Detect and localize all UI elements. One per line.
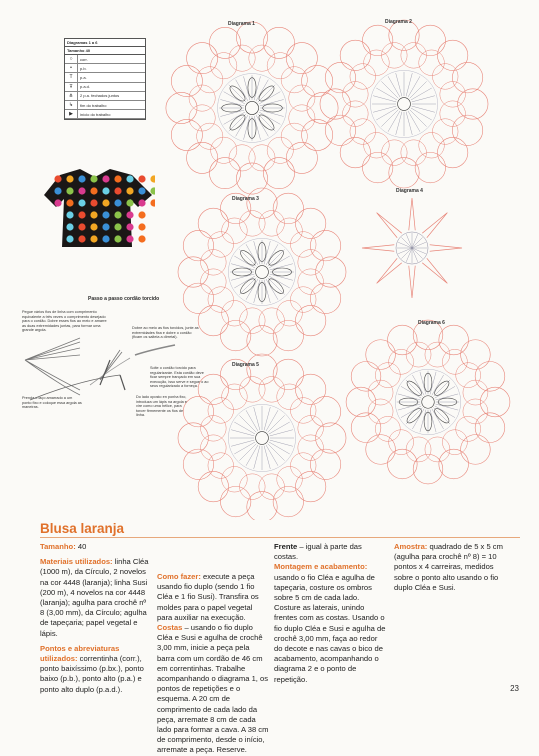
crochet-motif bbox=[90, 187, 97, 194]
diagram-1 bbox=[166, 22, 338, 194]
legend-row bbox=[65, 73, 145, 82]
legend-text: p.a.d. bbox=[80, 84, 91, 90]
back-text: – usando o fio duplo Cléa e Susi e agulha de crochê 3,00 mm, inicie a peça pela barra com um cordão de 46 cm em correntinhas. Trabalhe acompanhando o diagrama 1, os pontos de repetições e o esquema. A 20 cm de comprimento de cada lado da peça, arremate 8 cm de cada lado para formar a cava. A 38 cm de comprimento, desde o início, arremate a peça. Reserve. bbox=[157, 623, 269, 755]
crochet-motif bbox=[78, 211, 85, 218]
blouse-image bbox=[40, 165, 155, 255]
legend-text: 2 p.a. fechados juntos bbox=[80, 93, 120, 99]
crochet-motif bbox=[78, 223, 85, 230]
cord-note-1: Pegue vários fios de linha com comprimento equivalente a três vezes o comprimento desejado para o cordão. Dobre esses fios ao meio e amarre as duas extremidades juntas, para formar uma grande argola. bbox=[22, 310, 107, 333]
crochet-motif bbox=[90, 235, 97, 242]
crochet-motif bbox=[114, 211, 121, 218]
crochet-motif bbox=[114, 199, 121, 206]
diagram-4-label: Diagrama 4 bbox=[396, 188, 423, 194]
stitch-symbol-icon: Ŧ bbox=[65, 83, 78, 91]
crochet-motif bbox=[78, 175, 85, 182]
crochet-motif bbox=[150, 175, 155, 182]
crochet-motif bbox=[66, 187, 73, 194]
crochet-motif bbox=[102, 223, 109, 230]
crochet-motif bbox=[90, 199, 97, 206]
crochet-motif bbox=[138, 175, 145, 182]
crochet-motif bbox=[54, 187, 61, 194]
crochet-motif bbox=[138, 211, 145, 218]
diagram-3-label: Diagrama 3 bbox=[232, 196, 259, 202]
stitch-symbol-icon: ▶ bbox=[65, 110, 78, 118]
how-text: execute a peça usando fio duplo (sendo 1 fio Cléa e 1 fio Susi). Transfira os moldes para o papel vegetal para auxiliar na execução. bbox=[157, 572, 259, 622]
stitch-symbol-icon: ↳ bbox=[65, 101, 78, 109]
crochet-motif bbox=[138, 235, 145, 242]
crochet-motif bbox=[78, 235, 85, 242]
legend-text: fim do trabalho bbox=[80, 102, 107, 108]
diagram-1-label: Diagrama 1 bbox=[228, 21, 255, 27]
legend-text: p.a. bbox=[80, 74, 87, 80]
stitch-symbol-icon: • bbox=[65, 64, 78, 72]
crochet-motif bbox=[78, 187, 85, 194]
materials-label: Materiais utilizados: bbox=[40, 557, 113, 567]
crochet-motif bbox=[150, 199, 155, 206]
legend-row bbox=[65, 110, 145, 119]
legend-row bbox=[65, 55, 145, 64]
crochet-motif bbox=[150, 187, 155, 194]
crochet-motif bbox=[102, 211, 109, 218]
front-text: – igual à parte das costas. bbox=[274, 542, 362, 562]
crochet-motif bbox=[66, 223, 73, 230]
points-text: correntinha (corr.), ponto baixíssimo (p.bx.), ponto baixo (p.b.), ponto alto (p.a.) e ponto alto duplo (p.a.d.). bbox=[40, 654, 144, 694]
crochet-motif bbox=[78, 199, 85, 206]
twisted-cord-title: Passo a passo cordão torcido bbox=[88, 296, 160, 302]
crochet-motif bbox=[114, 187, 121, 194]
crochet-motif bbox=[102, 175, 109, 182]
crochet-motif bbox=[90, 223, 97, 230]
crochet-motif bbox=[126, 211, 133, 218]
column-3 bbox=[274, 542, 386, 685]
crochet-motif bbox=[126, 175, 133, 182]
cord-note-2: Dobre ao meio as fios torcidos, junte as extremidades fixa e dobre o cordão (ficam os salteia a dirretal). bbox=[132, 326, 199, 340]
front-label: Frente bbox=[274, 542, 298, 551]
stitch-symbol-icon: ○ bbox=[65, 55, 78, 63]
crochet-motif bbox=[138, 199, 145, 206]
legend-text: corr. bbox=[80, 56, 88, 62]
crochet-motif bbox=[138, 187, 145, 194]
size-label: Tamanho: bbox=[40, 542, 76, 551]
cord-note-5: Do lado oposto en ponha fixo, introduza um lápis na argola e vire como uma hélice, para torcer firmemente os fios de linha. bbox=[136, 395, 187, 418]
diagram-6-label: Diagrama 6 bbox=[418, 320, 445, 326]
crochet-motif bbox=[114, 175, 121, 182]
legend-row bbox=[65, 64, 145, 73]
crochet-motif bbox=[102, 199, 109, 206]
assembly-text: usando o fio Cléa e agulha de tapeçaria, costure os ombros sobre 5 cm de cada lado. Costure as laterais, unindo frentes com as costas. Usando o fio duplo Cléa e Susi e agulha de crochê 3,00 mm, faça ao redor do decote e nas cavas o bico de acabamento, acompanhando o diagrama 2 e o ponto de repetição. bbox=[274, 572, 386, 684]
crochet-motif bbox=[66, 199, 73, 206]
stitch-symbol-icon: T bbox=[65, 73, 78, 81]
crochet-motif bbox=[54, 199, 61, 206]
crochet-motif bbox=[66, 211, 73, 218]
legend-text: início do trabalho bbox=[80, 111, 111, 117]
crochet-motif bbox=[90, 211, 97, 218]
diagram-6 bbox=[346, 320, 510, 484]
diagram-2 bbox=[320, 20, 488, 188]
how-label: Como fazer: bbox=[157, 572, 201, 581]
legend-title: Diagramas 1 a 6 bbox=[65, 39, 145, 47]
assembly-label: Montagem e acabamento: bbox=[274, 562, 368, 572]
crochet-motif bbox=[54, 175, 61, 182]
crochet-motif bbox=[126, 187, 133, 194]
article-title: Blusa laranja bbox=[40, 521, 125, 536]
stitch-legend bbox=[64, 38, 146, 120]
crochet-motif bbox=[102, 235, 109, 242]
diagram-5-label: Diagrama 5 bbox=[232, 362, 259, 368]
sample-label: Amostra: bbox=[394, 542, 428, 551]
crochet-motif bbox=[114, 223, 121, 230]
back-label: Costas bbox=[157, 623, 183, 633]
stitch-symbol-icon: ⋔ bbox=[65, 92, 78, 100]
crochet-motif bbox=[114, 235, 121, 242]
legend-row bbox=[65, 83, 145, 92]
materials-text: linha Cléa (1000 m), da Círculo, 2 novelos na cor 4448 (laranja); linha Susi (200 m), 4 novelos na cor 4448 (laranja); agulha para crochê nº 8 (3,00 mm), da Círculo; agulha de tapeçaria; papel vegetal e lápis. bbox=[40, 557, 149, 638]
diagram-4 bbox=[362, 198, 462, 298]
column-4 bbox=[394, 542, 508, 593]
crochet-motif bbox=[138, 223, 145, 230]
crochet-motif bbox=[126, 223, 133, 230]
crochet-motif bbox=[66, 235, 73, 242]
legend-size: Tamanho 40 bbox=[65, 47, 145, 55]
legend-row bbox=[65, 101, 145, 110]
cord-note-4: Prenda o laço amarrado a um ponto fixo e coloque essa argola as maneiras. bbox=[22, 396, 82, 410]
title-divider bbox=[40, 537, 520, 538]
column-1 bbox=[40, 542, 152, 695]
twisted-cord-illustration bbox=[20, 330, 210, 420]
cord-note-3: Solte o cordão torcido para regularizaráe. Esta cordão deve ficar sempre trançado em sua execução, isso serve e segue o ao seus regularizado a forneça. bbox=[150, 366, 209, 389]
crochet-motif bbox=[126, 235, 133, 242]
crochet-motif bbox=[126, 199, 133, 206]
page-number: 23 bbox=[510, 684, 519, 693]
legend-row bbox=[65, 92, 145, 101]
diagram-2-label: Diagrama 2 bbox=[385, 19, 412, 25]
crochet-motif bbox=[102, 187, 109, 194]
size-value: 40 bbox=[77, 542, 87, 551]
points-label: Pontos e abreviaturas utilizados: bbox=[40, 643, 120, 664]
crochet-motif bbox=[66, 175, 73, 182]
crochet-motif bbox=[90, 175, 97, 182]
legend-text: p.b. bbox=[80, 65, 87, 71]
column-2 bbox=[157, 542, 269, 756]
sample-text: quadrado de 5 x 5 cm (agulha para crochê nº 8) = 10 pontos x 4 carreiras, medidos sobre o ponto alto usando o fio duplo Cléa e Susi. bbox=[394, 542, 503, 592]
